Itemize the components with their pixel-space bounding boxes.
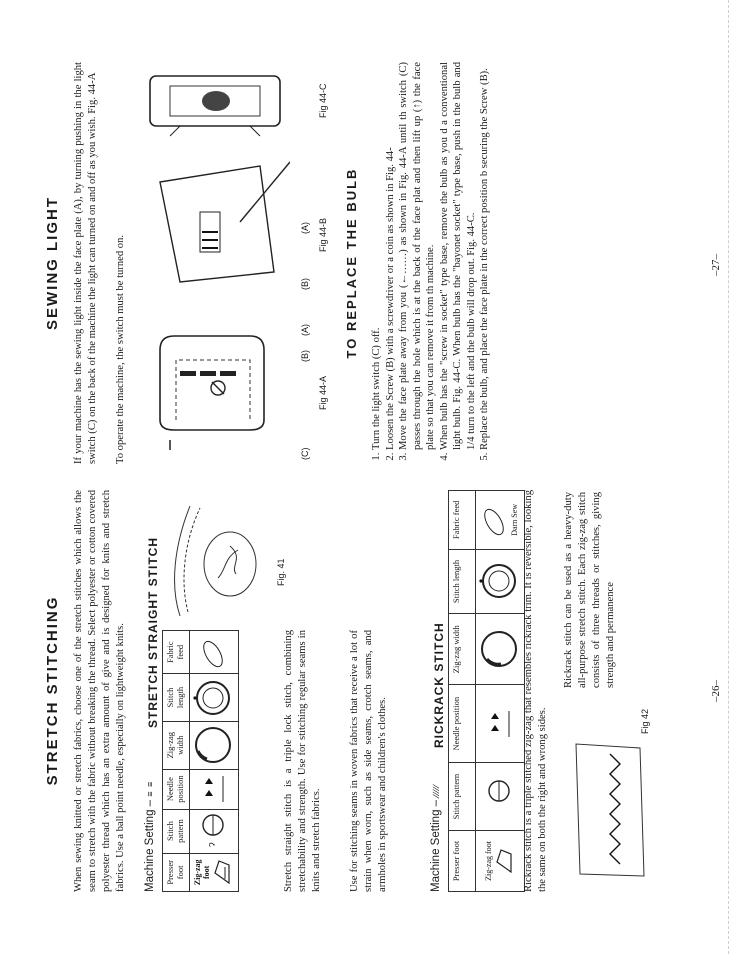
- rr-header-stitch-length: Stitch length: [449, 549, 476, 614]
- fig-42-caption: Fig 42: [640, 708, 650, 734]
- rr-header-presser-foot: Presser foot: [449, 830, 476, 891]
- cell-needle-position: [190, 769, 239, 809]
- bulb-step-4: 4. When bulb has the "screw in socket" type base, remove the bulb as you d a conventional light bulb. Fig. 44-C. When bulb has the "bayonet socket" type base, push in the bulb and 1/4 turn to the left and the bulb will drop out. Fig. 44-C.: [438, 62, 479, 450]
- length-dial-icon: [193, 678, 233, 718]
- rr-length-dial-icon: [479, 562, 519, 602]
- rr-pattern-dial-icon: [483, 779, 515, 815]
- machine-setting-label-2: Machine Setting –: [430, 799, 442, 892]
- rr-header-stitch-pattern: Stitch pattern: [449, 763, 476, 831]
- machine-setting-straight: [144, 781, 156, 892]
- rickrack-fabric-illustration: [560, 734, 650, 884]
- page-number-27: –27–: [710, 254, 722, 276]
- straight-desc-1: Stretch straight stitch is a triple lock stitch, combining stretchability and strength. Use for stitching regular seams in knits and stretch fabrics.: [283, 630, 322, 892]
- rr-cell-presser-foot: [476, 830, 525, 891]
- rickrack-subtitle: RICKRACK STITCH: [432, 622, 446, 748]
- machine-setting-label: Machine Setting –: [144, 799, 156, 892]
- label-b-44a: (B): [300, 350, 310, 362]
- rr-needle-position-icon: [483, 709, 515, 739]
- machine-setting-rickrack: [430, 784, 442, 892]
- fig-44c-caption: Fig 44-C: [318, 83, 328, 118]
- sewing-light-title: SEWING LIGHT: [44, 196, 61, 330]
- bulb-step-5: 5. Replace the bulb, and place the face plate in the correct position b securing the Screw (B).: [478, 62, 492, 450]
- feed-dog-icon: [197, 634, 229, 670]
- bulb-steps-list: [370, 62, 492, 464]
- fig-41-caption: Fig. 41: [276, 558, 286, 586]
- rr-zigzag-foot-icon: [493, 846, 515, 876]
- rr-header-zigzag-width: Zig-zag width: [449, 614, 476, 685]
- cell-zigzag-width: [190, 721, 239, 769]
- rr-foot-label: Zig-zag foot: [483, 841, 493, 881]
- header-stitch-length: Stitch length: [163, 674, 190, 721]
- scan-edge-line: [728, 0, 729, 954]
- rr-cell-fabric-feed: [476, 491, 525, 550]
- rr-cell-zigzag-width: [476, 614, 525, 685]
- cell-presser-foot: [190, 853, 239, 891]
- bulb-replacement-illustration: [140, 62, 310, 146]
- sewing-light-intro: If your machine has the sewing light inside the face plate (A), by turning pushing in the light switch (C) on the back of the machine the light can turned on and off as you wish. Fig. 44-A: [73, 62, 98, 464]
- rr-header-needle-position: Needle position: [449, 685, 476, 763]
- header-presser-foot: Presser foot: [163, 853, 190, 891]
- straight-settings-table: [162, 630, 239, 892]
- foot-label: Zig-zag foot: [193, 859, 211, 886]
- rickrack-desc-1: Rickrack stitch is a triple stitched zig-zag that resembles rickrack trim. It is reversible, looking the same on both the right and wrong sides.: [523, 490, 548, 892]
- face-plate-illustration: [140, 310, 290, 460]
- header-stitch-pattern: Stitch pattern: [163, 809, 190, 853]
- bulb-step-1: 1. Turn the light switch (C) off.: [370, 62, 384, 450]
- bulb-step-2: 2. Loosen the Screw (B) with a screwdriver or a coin as shown in Fig. 44-: [384, 62, 398, 450]
- replace-bulb-title: TO REPLACE THE BULB: [344, 167, 359, 359]
- rr-feed-dog-icon: [482, 502, 508, 538]
- rr-cell-needle-position: [476, 685, 525, 763]
- rr-feed-label: Darn Sew: [509, 503, 519, 536]
- stretch-intro-text: When sewing knitted or stretch fabrics, choose one of the stretch stitches which allows the seam to stretch with the fabric without breaking the thread. Select polyester or cotton covered polyester thread which has an extra amount of give and is designed for knits and stretch fabrics. Use a ball point needle, especially on lightweight knits.: [73, 490, 126, 892]
- fig-44b-caption: Fig 44-B: [318, 217, 328, 252]
- header-zigzag-width: Zig-zag width: [163, 721, 190, 769]
- stretch-stitching-title: STRETCH STITCHING: [44, 595, 61, 786]
- svg-text:Ɂ: Ɂ: [208, 842, 217, 848]
- stretch-straight-subtitle: STRETCH STRAIGHT STITCH: [146, 537, 160, 728]
- operate-note: To operate the machine, the switch must be turned on.: [115, 234, 126, 464]
- cell-stitch-pattern: [190, 809, 239, 853]
- cell-fabric-feed: [190, 631, 239, 674]
- zigzag-foot-icon: [211, 857, 233, 887]
- page-number-26: –26–: [710, 680, 722, 702]
- needle-position-icon: [197, 774, 229, 804]
- label-a-44a: (A): [300, 324, 310, 336]
- rr-header-fabric-feed: Fabric feed: [449, 491, 476, 550]
- rickrack-settings-table: [448, 490, 525, 892]
- label-b-44b: (B): [300, 278, 310, 290]
- straight-stitch-symbol: ≡ ≡: [145, 780, 155, 797]
- width-dial-icon: [193, 725, 233, 765]
- label-c: (C): [300, 447, 310, 460]
- straight-desc-2: Use for stitching seams in woven fabrics that receive a lot of strain when worn, such as side seams, crotch seams, and armholes in sportswear and children's clothes.: [349, 630, 388, 892]
- rr-cell-stitch-length: [476, 549, 525, 614]
- bulb-step-3: 3. Move the face plate away from you (←……) as shown in Fig. 44-A until th switch (C) passes through the hole which is at the back of the face plat and then lift up (↑) the face plate so that you can remove it from th machine.: [397, 62, 438, 450]
- page-26: [0, 483, 738, 898]
- pattern-dial-icon: [197, 813, 229, 849]
- page-27: [0, 58, 738, 468]
- header-fabric-feed: Fabric feed: [163, 631, 190, 674]
- rr-cell-stitch-pattern: [476, 763, 525, 831]
- stretch-stitch-illustration: [160, 496, 270, 626]
- screwdriver-illustration: [140, 152, 290, 292]
- rickrack-desc-2: Rickrack stitch can be used as a heavy-duty all-purpose stretch stitch. Each zig-zag stitch consists of three threads or stitches, giving strength and permanence: [563, 492, 616, 688]
- rr-width-dial-icon: [479, 629, 519, 669]
- fig-44a-caption: Fig 44-A: [318, 375, 328, 410]
- header-needle-position: Needle position: [163, 769, 190, 809]
- rickrack-symbol: ∕∕∕∕∕: [431, 784, 441, 797]
- label-a-44b: (A): [300, 222, 310, 234]
- cell-stitch-length: [190, 674, 239, 721]
